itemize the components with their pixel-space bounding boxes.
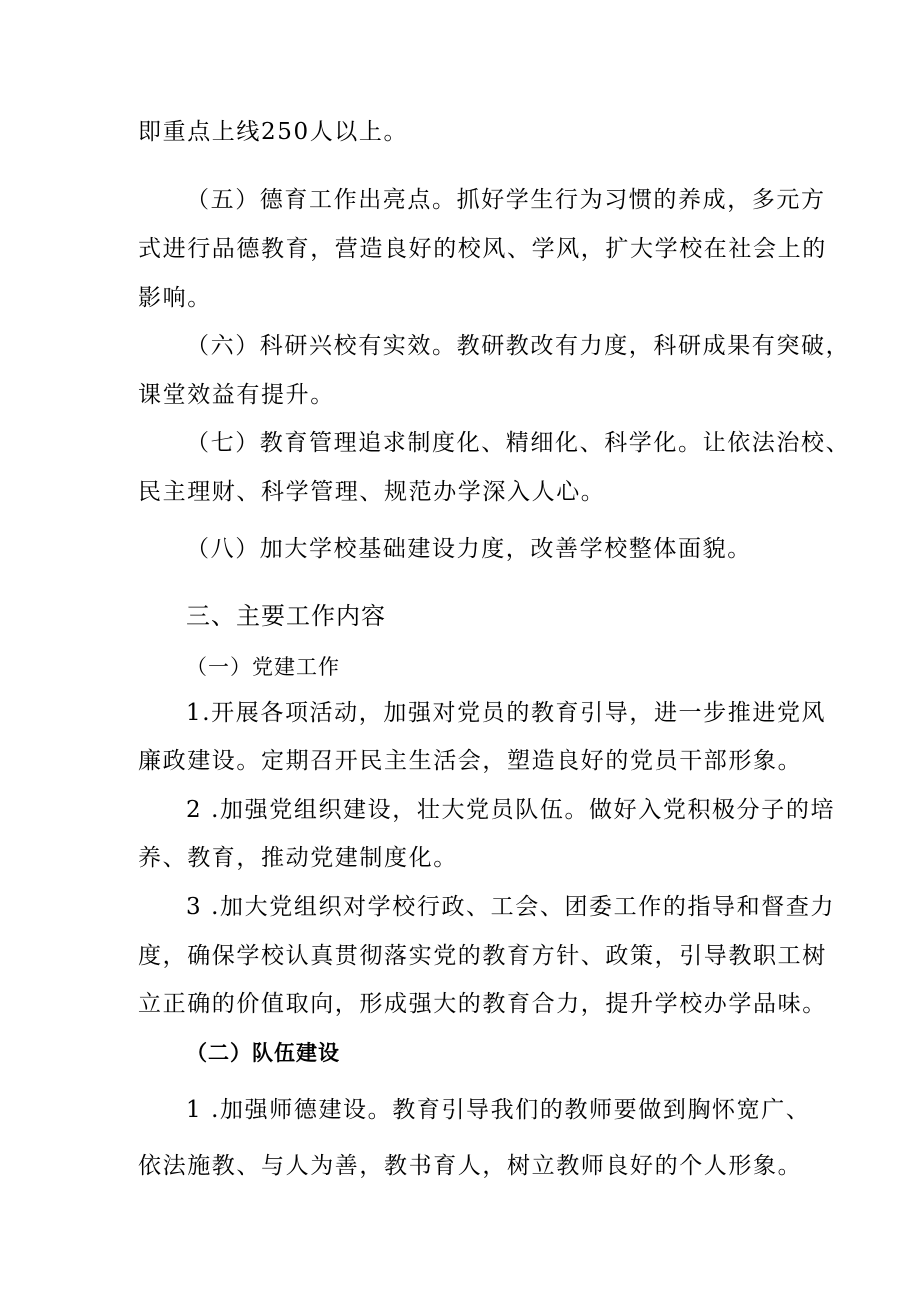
paragraph-line: （八）加大学校基础建设力度，改善学校整体面貌。 [186, 536, 752, 562]
subsection-heading: （一）党建工作 [186, 655, 340, 679]
paragraph-line: 式进行品德教育，营造良好的校风、学风，扩大学校在社会上的 [138, 236, 827, 262]
paragraph-line: （五）德育工作出亮点。抓好学生行为习惯的养成，多元方 [186, 187, 826, 213]
subsection-heading: （二）队伍建设 [186, 1040, 340, 1065]
paragraph-line: （七）教育管理追求制度化、精细化、科学化。让依法治校、 [186, 430, 851, 456]
paragraph-line: 2 .加强党组织建设，壮大党员队伍。做好入党积极分子的培 [186, 797, 836, 823]
paragraph-line: 1.开展各项活动，加强对党员的教育引导，进一步推进党风 [186, 700, 827, 726]
paragraph-line: 影响。 [138, 285, 212, 311]
paragraph-line: 课堂效益有提升。 [138, 382, 335, 408]
paragraph-line: 3 .加大党组织对学校行政、工会、团委工作的指导和督查力 [186, 894, 836, 920]
paragraph-line: 1 .加强师德建设。教育引导我们的教师要做到胸怀宽广、 [186, 1097, 811, 1123]
paragraph-line: 度，确保学校认真贯彻落实党的教育方针、政策，引导教职工树 [138, 943, 827, 969]
paragraph-line: 即重点上线250人以上。 [138, 119, 409, 145]
paragraph-line: 养、教育，推动党建制度化。 [138, 845, 458, 871]
paragraph-line: 立正确的价值取向，形成强大的教育合力，提升学校办学品味。 [138, 991, 827, 1017]
paragraph-line: 依法施教、与人为善，教书育人，树立教师良好的个人形象。 [138, 1153, 803, 1179]
paragraph-line: 廉政建设。定期召开民主生活会，塑造良好的党员干部形象。 [138, 748, 803, 774]
paragraph-line: （六）科研兴校有实效。教研教改有力度，科研成果有突破， [186, 333, 851, 359]
paragraph-line: 民主理财、科学管理、规范办学深入人心。 [138, 479, 606, 505]
section-heading: 三、主要工作内容 [186, 602, 386, 630]
